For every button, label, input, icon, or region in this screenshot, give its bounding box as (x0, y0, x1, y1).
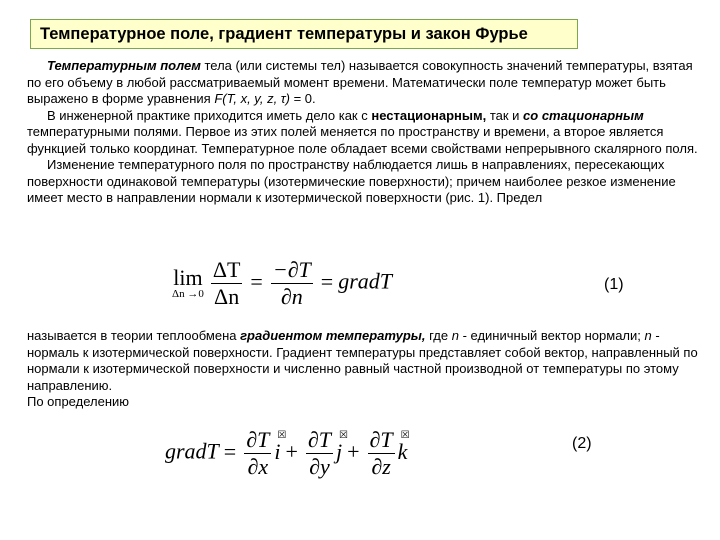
fraction-numerator: ∂T (369, 427, 393, 452)
paragraph-text: В инженерной практике приходится иметь дело как с (47, 107, 372, 123)
lim-subscript: Δn →0 (172, 288, 204, 300)
fraction-dy (306, 428, 333, 479)
term-gradient: градиентом температуры, (240, 328, 426, 343)
symbol-k: k (397, 438, 408, 464)
grad-t: gradT (338, 268, 393, 294)
fraction-denominator: Δn (214, 284, 240, 309)
equation-number-1: (1) (604, 276, 624, 293)
symbol-i: i (274, 438, 281, 464)
grad-t: gradT (165, 438, 219, 464)
formula-gradient: gradT = $\frac{\partial T}{\partial x}$ ☒ i + $\frac{\partial T}{\partial y}$ ☒ j + $\frac{\partial T}{\partial z}$ ☒ k (165, 427, 410, 479)
limit-operator (172, 267, 204, 300)
paragraph-text: - единичный вектор нормали; (458, 328, 645, 343)
symbol-n: n (451, 328, 459, 343)
formula-limit: lim Δn →0 $\frac{\Delta T}{\Delta n}$ = $\frac{-\partial T}{\partial n}$ = gradT (172, 257, 393, 309)
unit-vector-j: ☒ j (335, 429, 348, 464)
text-block-upper (27, 58, 702, 207)
fraction-numerator (271, 258, 313, 284)
fraction-dz (368, 428, 395, 479)
fraction-delta (211, 258, 243, 309)
slide-title: Температурное поле, градиент температуры и закон Фурье (30, 19, 578, 49)
text-block-lower (27, 328, 702, 411)
paragraph-gradient (27, 328, 702, 394)
term-temperature-field: Температурным полем (47, 58, 201, 73)
paragraph-text: называется в теории теплообмена (27, 328, 241, 343)
symbol-n: n (644, 328, 652, 343)
unit-vector-i: ☒ i (274, 429, 287, 464)
partial-numerator: −∂T (272, 257, 311, 282)
lim-word: lim (173, 265, 203, 290)
term-nonstationary: нестационарным, (371, 107, 487, 123)
fraction-denominator: ∂z (371, 454, 391, 479)
symbol-j: j (335, 438, 343, 464)
paragraph-text: температурными полями. Первое из этих полей меняется по пространству и времени, а второе является функцией только координат. Температурное поле обладает всеми свойствами непрерывного скалярного поля. (27, 124, 698, 156)
paragraph-text: = 0. (289, 91, 316, 106)
fraction-numerator: ∂T (307, 427, 331, 452)
fraction-denominator: ∂n (280, 284, 303, 309)
paragraph-stationary (27, 108, 702, 158)
equation-function: F(T, x, y, z, τ) (214, 91, 290, 106)
term-stationary: со стационарным (523, 107, 644, 123)
paragraph-isotherm: Изменение температурного поля по пространству наблюдается лишь в направлениях, пересекающих поверхности одинаковой температуры (изотермические поверхности); причем наиболее резкое изменение имеет место в направлении нормали к изотермической поверхности (рис. 1). Предел (27, 157, 676, 205)
paragraph-temperature-field (27, 58, 702, 108)
fraction-denominator: ∂x (247, 454, 269, 479)
fraction-dx (244, 428, 271, 479)
fraction-partial (271, 258, 313, 309)
paragraph-text: где (425, 328, 452, 343)
unit-vector-k: ☒ k (397, 429, 410, 464)
fraction-numerator: ΔT (212, 257, 241, 282)
paragraph-text: так и (486, 107, 524, 123)
equation-number-2: (2) (572, 435, 592, 452)
paragraph-text: тела (или системы тел) называется совокупность значений температуры, взятая по его объему в любой рассматриваемый момент времени. Математически поле температур может быть выражено в форме уравнения (27, 58, 693, 106)
fraction-denominator: ∂y (309, 454, 330, 479)
fraction-numerator: ∂T (246, 427, 270, 452)
paragraph-definition: По определению (27, 394, 130, 409)
paragraph-text: - нормаль к изотермической поверхности. Градиент температуры представляет собой вектор, направленный по нормали к изотермической поверхности и численно равный частной производной от температуры по этому направлению. (27, 328, 698, 393)
